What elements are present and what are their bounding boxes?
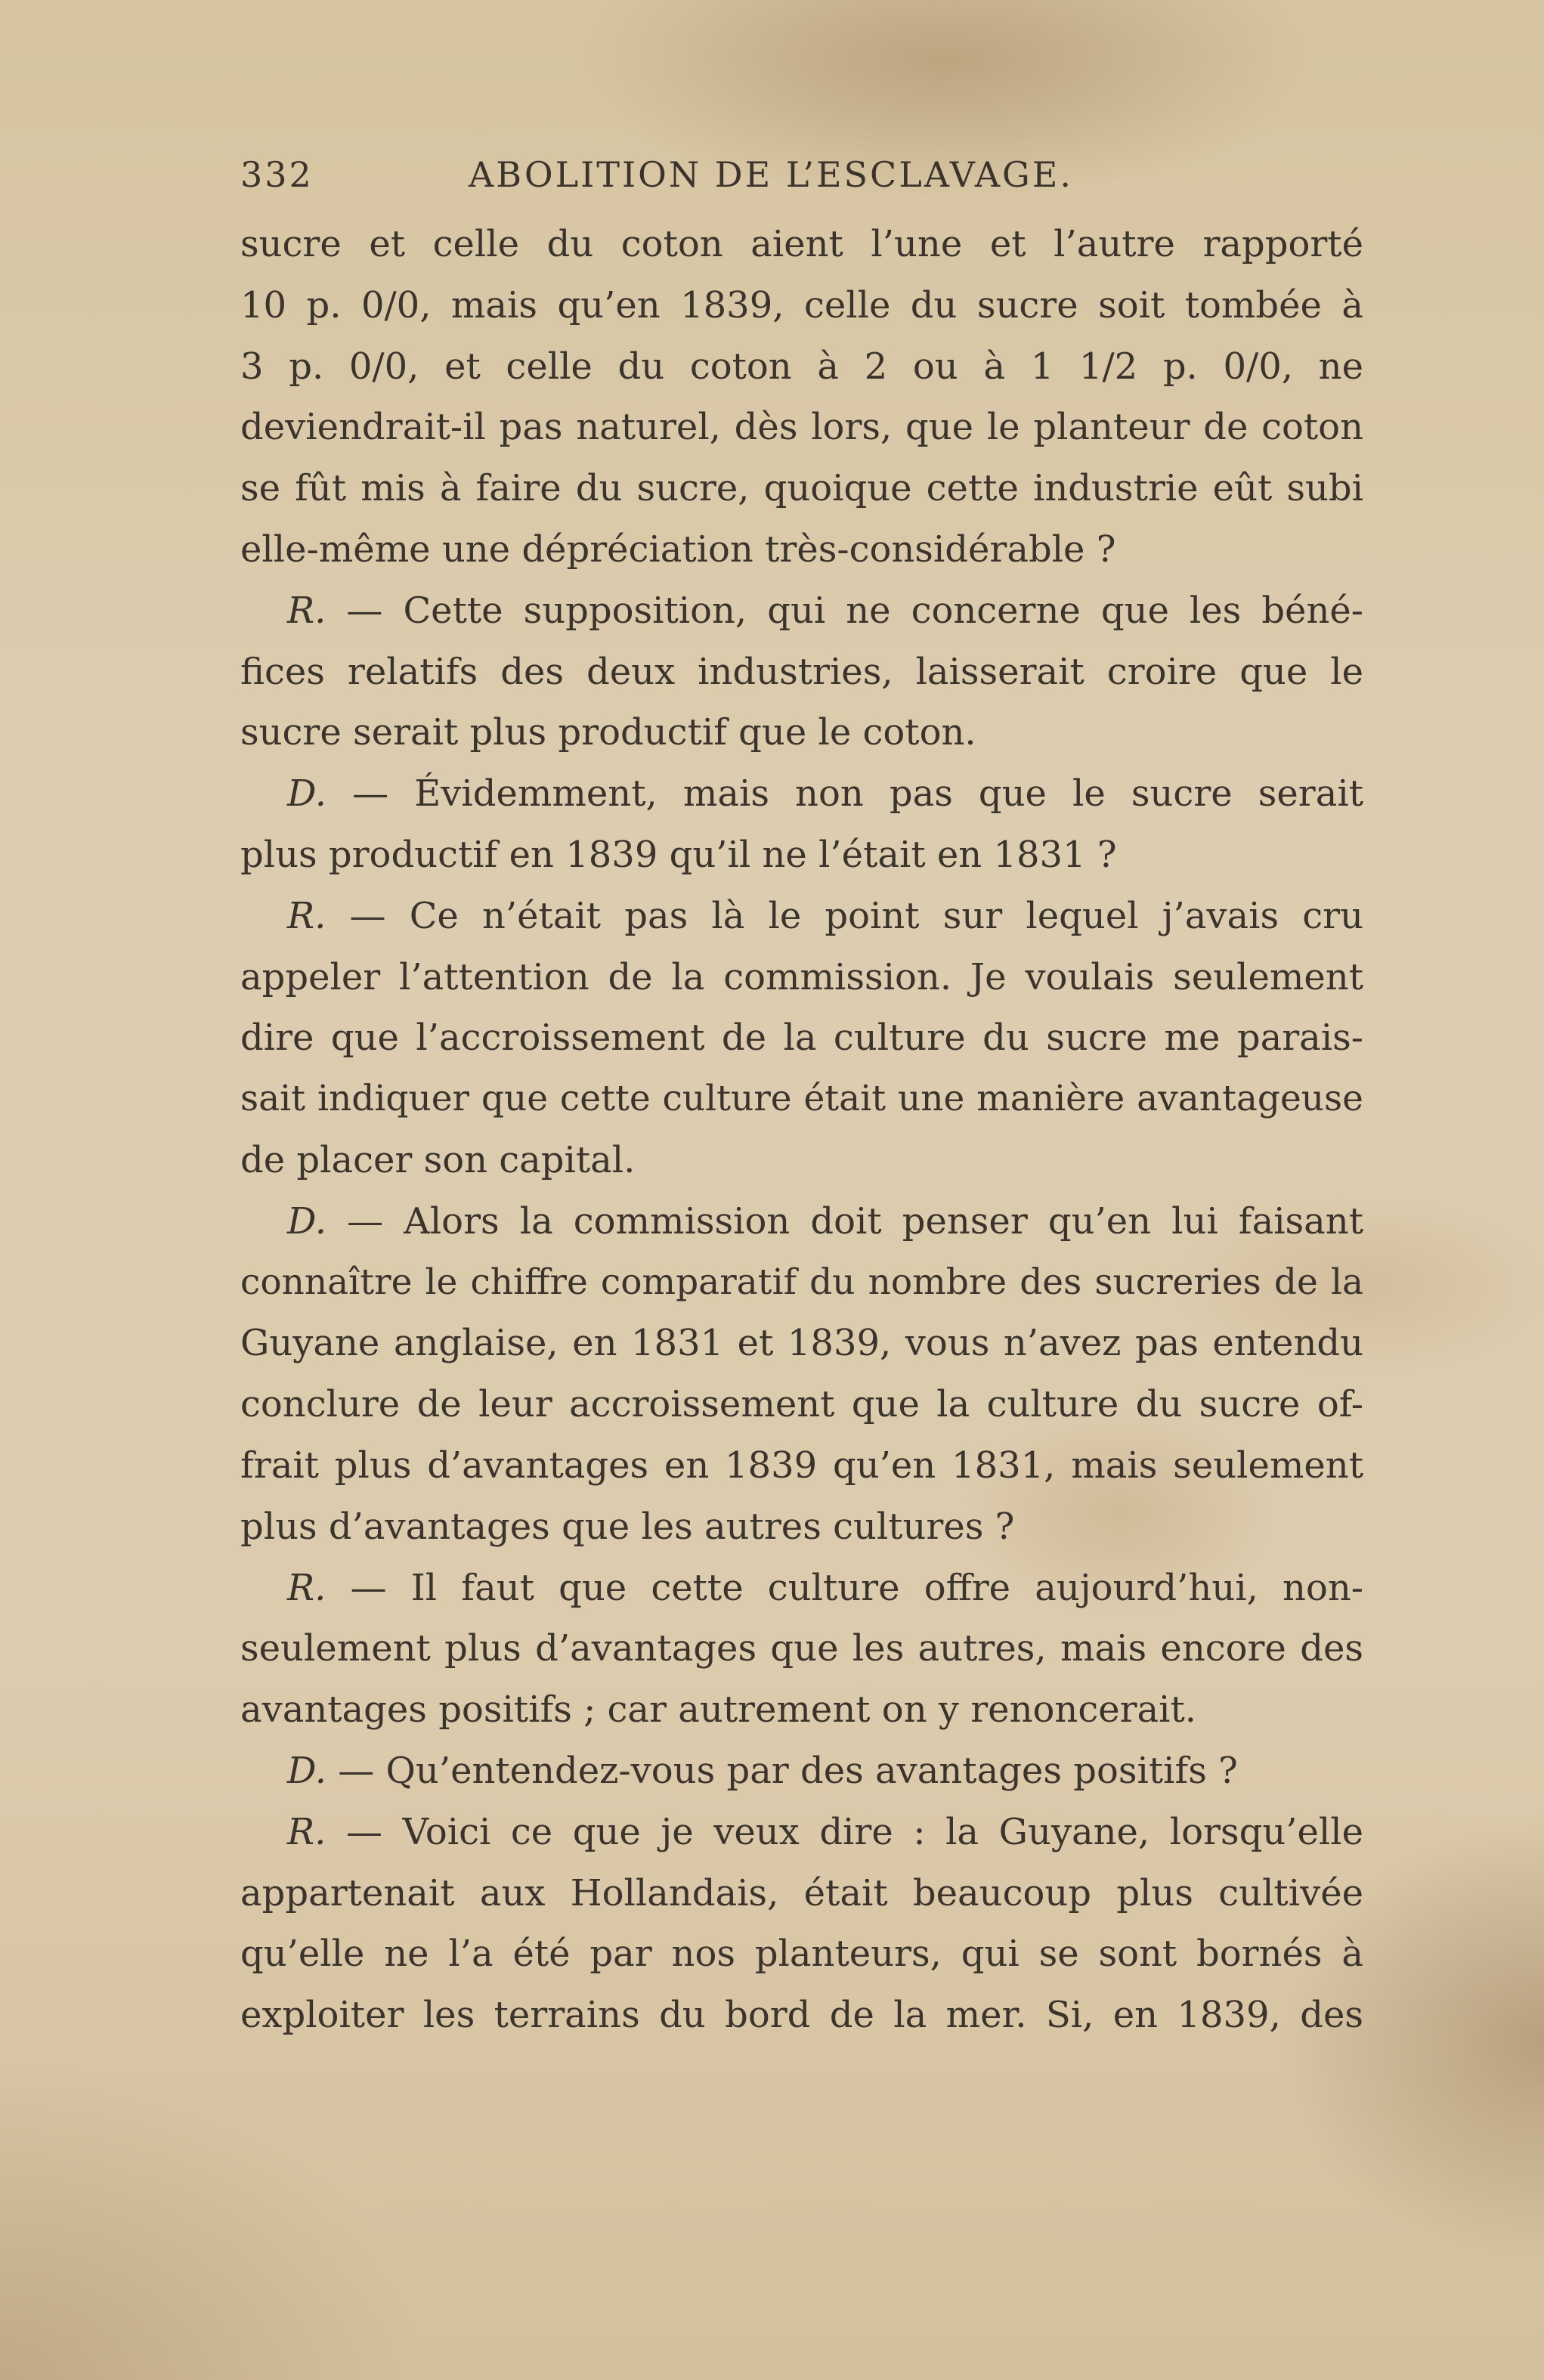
line-text: plus productif en 1839 qu’il ne l’était en 1831 ? bbox=[240, 833, 1117, 876]
line-text: 3 p. 0/0, et celle du coton à 2 ou à 1 1/2 p. 0/0, ne bbox=[240, 345, 1363, 388]
line-text: fices relatifs des deux industries, laisserait croire que le bbox=[240, 650, 1363, 693]
text-line bbox=[240, 275, 1363, 336]
text-line bbox=[240, 642, 1363, 703]
line-text: — Évidemment, mais non pas que le sucre serait bbox=[326, 772, 1363, 816]
line-text: — Voici ce que je veux dire : la Guyane, lorsqu’elle bbox=[326, 1810, 1363, 1853]
text-line bbox=[240, 702, 1363, 763]
body-text bbox=[240, 214, 1363, 2046]
running-title: ABOLITION DE L’ESCLAVAGE. bbox=[469, 154, 1073, 195]
text-line bbox=[240, 1374, 1363, 1435]
line-text: se fût mis à faire du sucre, quoique cette industrie eût subi bbox=[240, 467, 1363, 510]
text-line bbox=[240, 1069, 1363, 1130]
text-line bbox=[240, 1313, 1363, 1374]
line-text: appartenait aux Hollandais, était beaucoup plus cultivée bbox=[240, 1871, 1363, 1914]
text-line bbox=[240, 1741, 1363, 1802]
text-line bbox=[240, 886, 1363, 947]
line-text: sucre serait plus productif que le coton. bbox=[240, 711, 976, 754]
line-text: plus d’avantages que les autres cultures ? bbox=[240, 1505, 1015, 1548]
speaker-label: R. bbox=[287, 589, 326, 632]
line-text: dire que l’accroissement de la culture du sucre me parais- bbox=[240, 1017, 1363, 1060]
line-text: exploiter les terrains du bord de la mer. Si, en 1839, des bbox=[240, 1994, 1363, 2037]
line-text: connaître le chiffre comparatif du nombre des sucreries de la bbox=[240, 1261, 1363, 1303]
speaker-label: R. bbox=[287, 894, 326, 937]
line-text: qu’elle ne l’a été par nos planteurs, qui se sont bornés à bbox=[240, 1933, 1363, 1976]
text-line bbox=[240, 1802, 1363, 1863]
text-line bbox=[240, 1985, 1363, 2046]
text-line bbox=[240, 336, 1363, 398]
line-text: Guyane anglaise, en 1831 et 1839, vous n’avez pas entendu bbox=[240, 1322, 1363, 1365]
text-line bbox=[240, 1679, 1363, 1741]
speaker-label: R. bbox=[287, 1810, 326, 1853]
line-text: — Il faut que cette culture offre aujourd’hui, non- bbox=[326, 1566, 1363, 1609]
text-line bbox=[240, 1558, 1363, 1619]
line-text: — Qu’entendez-vous par des avantages positifs ? bbox=[326, 1749, 1238, 1792]
text-line bbox=[240, 580, 1363, 642]
line-text: — Ce n’était pas là le point sur lequel j’avais cru bbox=[326, 894, 1363, 937]
running-head bbox=[240, 148, 1359, 201]
page-number: 332 bbox=[240, 154, 314, 195]
text-line bbox=[240, 458, 1363, 519]
text-line bbox=[240, 763, 1363, 825]
line-text: avantages positifs ; car autrement on y renoncerait. bbox=[240, 1688, 1197, 1732]
text-line bbox=[240, 1923, 1363, 1985]
speaker-label: D. bbox=[287, 772, 327, 816]
text-line bbox=[240, 519, 1363, 580]
speaker-label: R. bbox=[287, 1566, 326, 1609]
text-line bbox=[240, 1130, 1363, 1191]
text-line bbox=[240, 947, 1363, 1008]
line-text: elle-même une dépréciation très-considérable ? bbox=[240, 528, 1116, 571]
text-line bbox=[240, 214, 1363, 275]
line-text: de placer son capital. bbox=[240, 1138, 636, 1181]
line-text: sucre et celle du coton aient l’une et l’autre rapporté bbox=[240, 223, 1363, 265]
line-text: conclure de leur accroissement que la culture du sucre of- bbox=[240, 1383, 1363, 1426]
text-line bbox=[240, 1496, 1363, 1558]
line-text: deviendrait-il pas naturel, dès lors, que le planteur de coton bbox=[240, 406, 1363, 449]
line-text: sait indiquer que cette culture était une manière avantageuse bbox=[240, 1078, 1363, 1120]
line-text: frait plus d’avantages en 1839 qu’en 1831, mais seulement bbox=[240, 1444, 1363, 1487]
line-text: 10 p. 0/0, mais qu’en 1839, celle du sucre soit tombée à bbox=[240, 283, 1363, 327]
text-line bbox=[240, 1435, 1363, 1496]
text-line bbox=[240, 1252, 1363, 1314]
text-line bbox=[240, 1618, 1363, 1679]
speaker-label: D. bbox=[287, 1749, 327, 1792]
text-line bbox=[240, 397, 1363, 458]
text-line bbox=[240, 1863, 1363, 1924]
text-line bbox=[240, 1191, 1363, 1252]
line-text: — Cette supposition, qui ne concerne que les béné- bbox=[326, 589, 1363, 632]
line-text: appeler l’attention de la commission. Je voulais seulement bbox=[240, 955, 1363, 998]
text-line bbox=[240, 825, 1363, 886]
line-text: seulement plus d’avantages que les autres, mais encore des bbox=[240, 1627, 1363, 1670]
text-line bbox=[240, 1007, 1363, 1069]
speaker-label: D. bbox=[287, 1199, 327, 1243]
line-text: — Alors la commission doit penser qu’en lui faisant bbox=[326, 1199, 1363, 1243]
